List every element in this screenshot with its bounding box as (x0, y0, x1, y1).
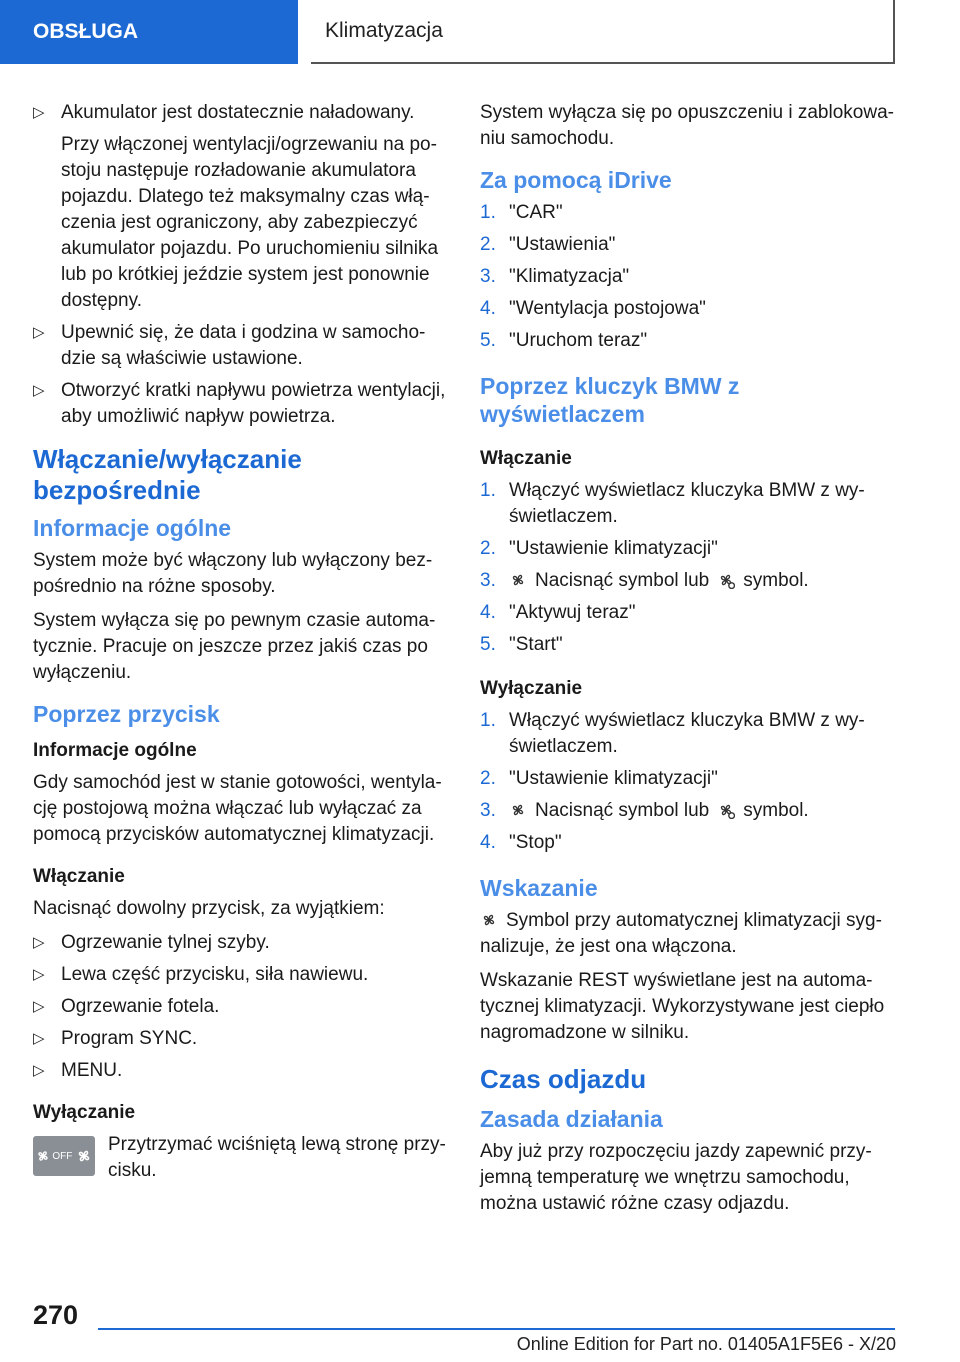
section-tab (0, 0, 298, 64)
subheading-key-off: Wyłączanie (480, 678, 583, 699)
key-off-steps (480, 708, 896, 856)
fan-icon (509, 571, 527, 589)
paragraph: Wskazanie REST wyświetlane jest na automa-tycznej klimatyzacji. Wykorzystywane jest ciepło nagromadzone w silniku. (480, 970, 885, 1043)
key-on-steps (480, 478, 896, 658)
heading-direct: Włączanie/wyłączanie bezpośrednie (33, 444, 302, 505)
list-item: 3. Nacisnąć symbol lub symbol. (480, 570, 809, 591)
list-item: 3. "Klimatyzacja" (480, 266, 630, 287)
triangle-bullet-icon: ▷ (33, 966, 45, 983)
heading-principle: Zasada działania (480, 1106, 663, 1132)
heading-key: Poprzez kluczyk BMW z wyświetlaczem (480, 373, 740, 427)
chapter-header (311, 0, 895, 64)
fan-icon (480, 911, 498, 929)
bullet-item: ▷ Ogrzewanie tylnej szyby. (33, 930, 449, 956)
left-column (33, 100, 449, 1184)
bullet-item: ▷ Lewa część przycisku, siła nawiewu. (33, 962, 449, 988)
list-item: 4. "Wentylacja postojowa" (480, 298, 706, 319)
list-item: 5. "Start" (480, 634, 563, 655)
list-item: 1. Włączyć wyświetlacz kluczyka BMW z wy-świetlaczem. (480, 710, 865, 757)
subheading-key-on: Włączanie (480, 448, 572, 469)
fan-timer-icon (717, 571, 735, 589)
button-off-label: OFF (52, 1150, 73, 1162)
bullet-item: ▷ MENU. (33, 1058, 449, 1084)
heading-general: Informacje ogólne (33, 515, 232, 541)
paragraph: Nacisnąć dowolny przycisk, za wyjątkiem: (33, 898, 385, 919)
bullet-item: ▷ Akumulator jest dostatecznie naładowany. (33, 100, 449, 126)
bullet-item: ▷ Upewnić się, że data i godzina w samocho-dzie są właściwie ustawione. (33, 322, 426, 369)
footer-divider (98, 1328, 895, 1330)
heading-idrive: Za pomocą iDrive (480, 167, 672, 193)
list-item: 5. "Uruchom teraz" (480, 330, 648, 351)
paragraph: Przytrzymać wciśniętą lewą stronę przy-cisku. (108, 1134, 446, 1181)
heading-departure: Czas odjazdu (480, 1064, 647, 1094)
triangle-bullet-icon: ▷ (33, 104, 45, 121)
list-item: 1. "CAR" (480, 202, 563, 223)
chapter-title: Klimatyzacja (325, 19, 443, 42)
bullet-item: ▷ Otworzyć kratki napływu powietrza wentylacji, aby umożliwić napływ powietrza. (33, 380, 446, 427)
list-item: 2. "Ustawienia" (480, 234, 616, 255)
fan-icon (509, 801, 527, 819)
paragraph: System może być włączony lub wyłączony bez-pośrednio na różne sposoby. (33, 550, 433, 597)
list-item: 1. Włączyć wyświetlacz kluczyka BMW z wy-świetlaczem. (480, 480, 865, 527)
bullet-item: ▷ Ogrzewanie fotela. (33, 994, 449, 1020)
paragraph: System wyłącza się po pewnym czasie automa-tycznie. Pracuje on jeszcze przez jakiś czas po wyłączeniu. (33, 610, 436, 683)
heading-button: Poprzez przycisk (33, 701, 220, 727)
fan-off-icon (35, 1148, 72, 1164)
triangle-bullet-icon: ▷ (33, 382, 45, 399)
triangle-bullet-icon: ▷ (33, 1030, 45, 1047)
triangle-bullet-icon: ▷ (33, 324, 45, 341)
list-item: 4. "Aktywuj teraz" (480, 602, 636, 623)
fan-icon (75, 1147, 93, 1165)
list-item: 2. "Ustawienie klimatyzacji" (480, 538, 718, 559)
paragraph: Gdy samochód jest w stanie gotowości, wentyla-cję postojową można włączać lub wyłączać za pomocą przycisków automatycznej klimatyzacji. (33, 772, 442, 845)
bullet-detail: Przy włączonej wentylacji/ogrzewaniu na po-stoju następuje rozładowanie akumulatora pojazdu. Dlatego też maksymalny czas włą-czenia jest ograniczony, aby zabezpieczyć akumulator pojazdu. Po uruchomieniu silnika lub po krótkiej jeździe system jest ponownie dostępny. (61, 134, 439, 311)
fan-timer-icon (717, 801, 735, 819)
edition-note: Online Edition for Part no. 01405A1F5E6 - X/20 (516, 1334, 896, 1354)
triangle-bullet-icon: ▷ (33, 934, 45, 951)
list-item: 3. Nacisnąć symbol lub symbol. (480, 800, 809, 821)
list-item: 2. "Ustawienie klimatyzacji" (480, 768, 718, 789)
section-title: OBSŁUGA (33, 20, 138, 43)
fan-button-image (33, 1136, 95, 1176)
idrive-steps (480, 200, 896, 354)
page-number: 270 (33, 1300, 79, 1330)
heading-display: Wskazanie (480, 875, 598, 901)
list-item: 4. "Stop" (480, 832, 562, 853)
triangle-bullet-icon: ▷ (33, 1062, 45, 1079)
triangle-bullet-icon: ▷ (33, 998, 45, 1015)
off-instruction (33, 1132, 449, 1184)
paragraph: Aby już przy rozpoczęciu jazdy zapewnić przy-jemną temperaturę we wnętrzu samochodu, można ustawić różne czasy odjazdu. (480, 1141, 872, 1214)
subheading-general: Informacje ogólne (33, 740, 197, 761)
subheading-on: Włączanie (33, 866, 125, 887)
right-column (480, 100, 896, 1225)
paragraph: Symbol przy automatycznej klimatyzacji syg-nalizuje, że jest ona włączona. (480, 910, 882, 957)
subheading-off: Wyłączanie (33, 1102, 136, 1123)
bullet-item: ▷ Program SYNC. (33, 1026, 449, 1052)
paragraph: System wyłącza się po opuszczeniu i zablokowa-niu samochodu. (480, 102, 894, 149)
